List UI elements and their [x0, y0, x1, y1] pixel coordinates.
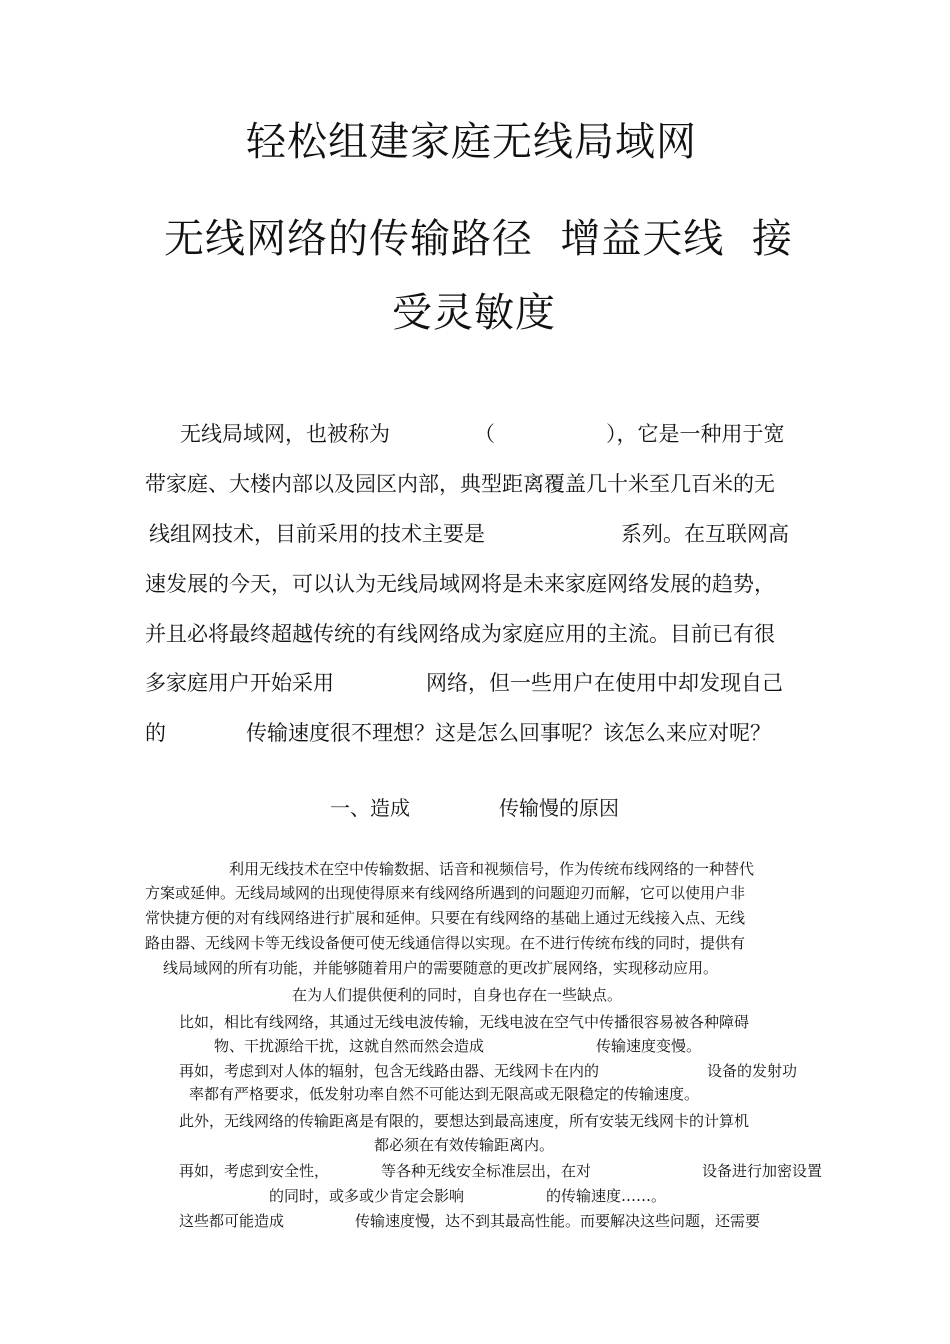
- intro-line-6-part-2: 网络，但一些用户在使用中却发现自己: [426, 671, 783, 695]
- detail-line-14-part-1: 的同时，或多或少肯定会影响: [269, 1187, 465, 1205]
- intro-line-3-part-1: 线组网技术，目前采用的技术主要是: [149, 522, 485, 546]
- detail-line-13-part-3: 设备进行加密设置: [702, 1162, 823, 1180]
- document-title: 轻松组建家庭无线局域网: [246, 119, 697, 165]
- detail-line-13-part-2: 等各种无线安全标准层出，在对: [381, 1162, 592, 1180]
- detail-line-9-part-1: 再如，考虑到对人体的辐射，包含无线路由器、无线网卡在内的: [179, 1062, 600, 1080]
- detail-line-8-part-1: 物、干扰源给干扰，这就自然而然会造成: [214, 1037, 485, 1055]
- detail-line-3: 常快捷方便的对有线网络进行扩展和延伸。只要在有线网络的基础上通过无线接入点、无线: [145, 909, 746, 927]
- detail-line-15-part-1: 这些都可能造成: [179, 1212, 285, 1230]
- detail-line-6: 在为人们提供便利的同时，自身也存在一些缺点。: [292, 986, 623, 1004]
- detail-line-15-part-2: 传输速度慢，达不到其最高性能。而要解决这些问题，还需要: [355, 1212, 761, 1230]
- detail-line-8-part-2: 传输速度变慢。: [596, 1037, 702, 1055]
- detail-line-10: 率都有严格要求，低发射功率自然不可能达到无限高或无限稳定的传输速度。: [189, 1085, 700, 1103]
- detail-line-14-part-2: 的传输速度……。: [546, 1187, 667, 1205]
- detail-line-7: 比如，相比有线网络，其通过无线电波传输，无线电波在空气中传播很容易被各种障碍: [179, 1013, 750, 1031]
- intro-line-2: 带家庭、大楼内部以及园区内部，典型距离覆盖几十米至几百米的无: [145, 472, 775, 496]
- detail-line-12: 都必须在有效传输距离内。: [374, 1136, 555, 1154]
- intro-line-1-part-2: （: [474, 422, 495, 446]
- intro-line-5: 并且必将最终超越传统的有线网络成为家庭应用的主流。目前已有很: [145, 622, 775, 646]
- detail-line-4: 路由器、无线网卡等无线设备便可使无线通信得以实现。在不进行传统布线的同时，提供有: [145, 934, 746, 952]
- intro-line-1-part-3: ），它是一种用于宽: [606, 422, 785, 446]
- intro-line-3-part-2: 系列。在互联网高: [621, 522, 789, 546]
- document-subtitle-line-2: 受灵敏度: [392, 290, 556, 336]
- intro-line-6-part-1: 多家庭用户开始采用: [145, 671, 334, 695]
- section-heading-part-1: 一、造成: [330, 796, 410, 820]
- detail-line-13-part-1: 再如，考虑到安全性，: [179, 1162, 330, 1180]
- detail-line-1: 利用无线技术在空中传输数据、话音和视频信号，作为传统布线网络的一种替代: [229, 860, 755, 878]
- detail-line-11: 此外，无线网络的传输距离是有限的，要想达到最高速度，所有安装无线网卡的计算机: [179, 1112, 750, 1130]
- detail-line-5: 线局域网的所有功能，并能够随着用户的需要随意的更改扩展网络，实现移动应用。: [163, 959, 719, 977]
- section-heading-part-2: 传输慢的原因: [499, 796, 619, 820]
- document-subtitle-line-1: 无线网络的传输路径 增益天线 接: [164, 216, 793, 262]
- detail-line-9-part-2: 设备的发射功: [707, 1062, 798, 1080]
- intro-line-7-part-2: 传输速度很不理想？这是怎么回事呢？该怎么来应对呢？: [246, 721, 771, 745]
- intro-line-7-part-1: 的: [145, 721, 166, 745]
- detail-line-2: 方案或延伸。无线局域网的出现使得原来有线网络所遇到的问题迎刃而解，它可以使用户非: [145, 884, 746, 902]
- intro-line-1-part-1: 无线局域网，也被称为: [180, 422, 390, 446]
- intro-line-4: 速发展的今天，可以认为无线局域网将是未来家庭网络发展的趋势，: [145, 572, 775, 596]
